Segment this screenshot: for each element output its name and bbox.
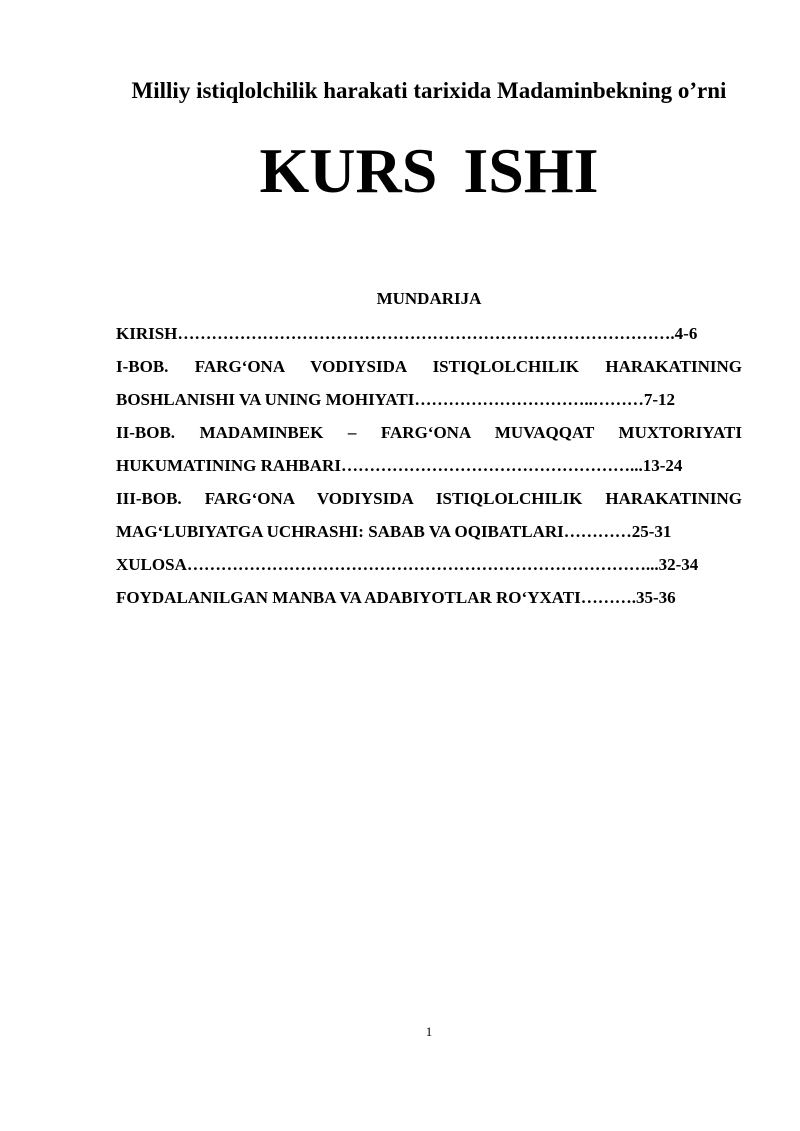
toc-entry-chapter-1-line-1: I-BOB. FARG‘ONA VODIYSIDA ISTIQLOLCHILIK HARAKATINING — [116, 357, 742, 376]
document-subtitle: Milliy istiqlolchilik harakati tarixida Madaminbekning o’rni — [131, 78, 727, 103]
toc-entry-chapter-3-line-2: MAG‘LUBIYATGA UCHRASHI: SABAB VA OQIBATLARI…………25-31 — [116, 522, 672, 541]
toc-entry-chapter-2-line-2: HUKUMATINING RAHBARI……………………………………………...13-24 — [116, 456, 683, 475]
page-number: 1 — [425, 1024, 433, 1039]
toc-entry-conclusion: XULOSA………………………………………………………………………...32-34 — [116, 555, 699, 574]
toc-entry-introduction: KIRISH…………………………………………………………………………….4-6 — [116, 324, 698, 343]
table-of-contents — [116, 320, 742, 617]
toc-entry-chapter-1-line-2: BOSHLANISHI VA UNING MOHIYATI…………………………..………7-12 — [116, 390, 676, 409]
toc-heading: MUNDARIJA — [376, 289, 482, 308]
document-title: KURS ISHI — [259, 135, 599, 206]
toc-entry-chapter-3-line-1: III-BOB. FARG‘ONA VODIYSIDA ISTIQLOLCHILIK HARAKATINING — [116, 489, 742, 508]
toc-entry-references: FOYDALANILGAN MANBA VA ADABIYOTLAR RO‘YXATI……….35-36 — [116, 588, 676, 607]
toc-entry-chapter-2-line-1: II-BOB. MADAMINBEK – FARG‘ONA MUVAQQAT MUXTORIYATI — [116, 423, 742, 442]
